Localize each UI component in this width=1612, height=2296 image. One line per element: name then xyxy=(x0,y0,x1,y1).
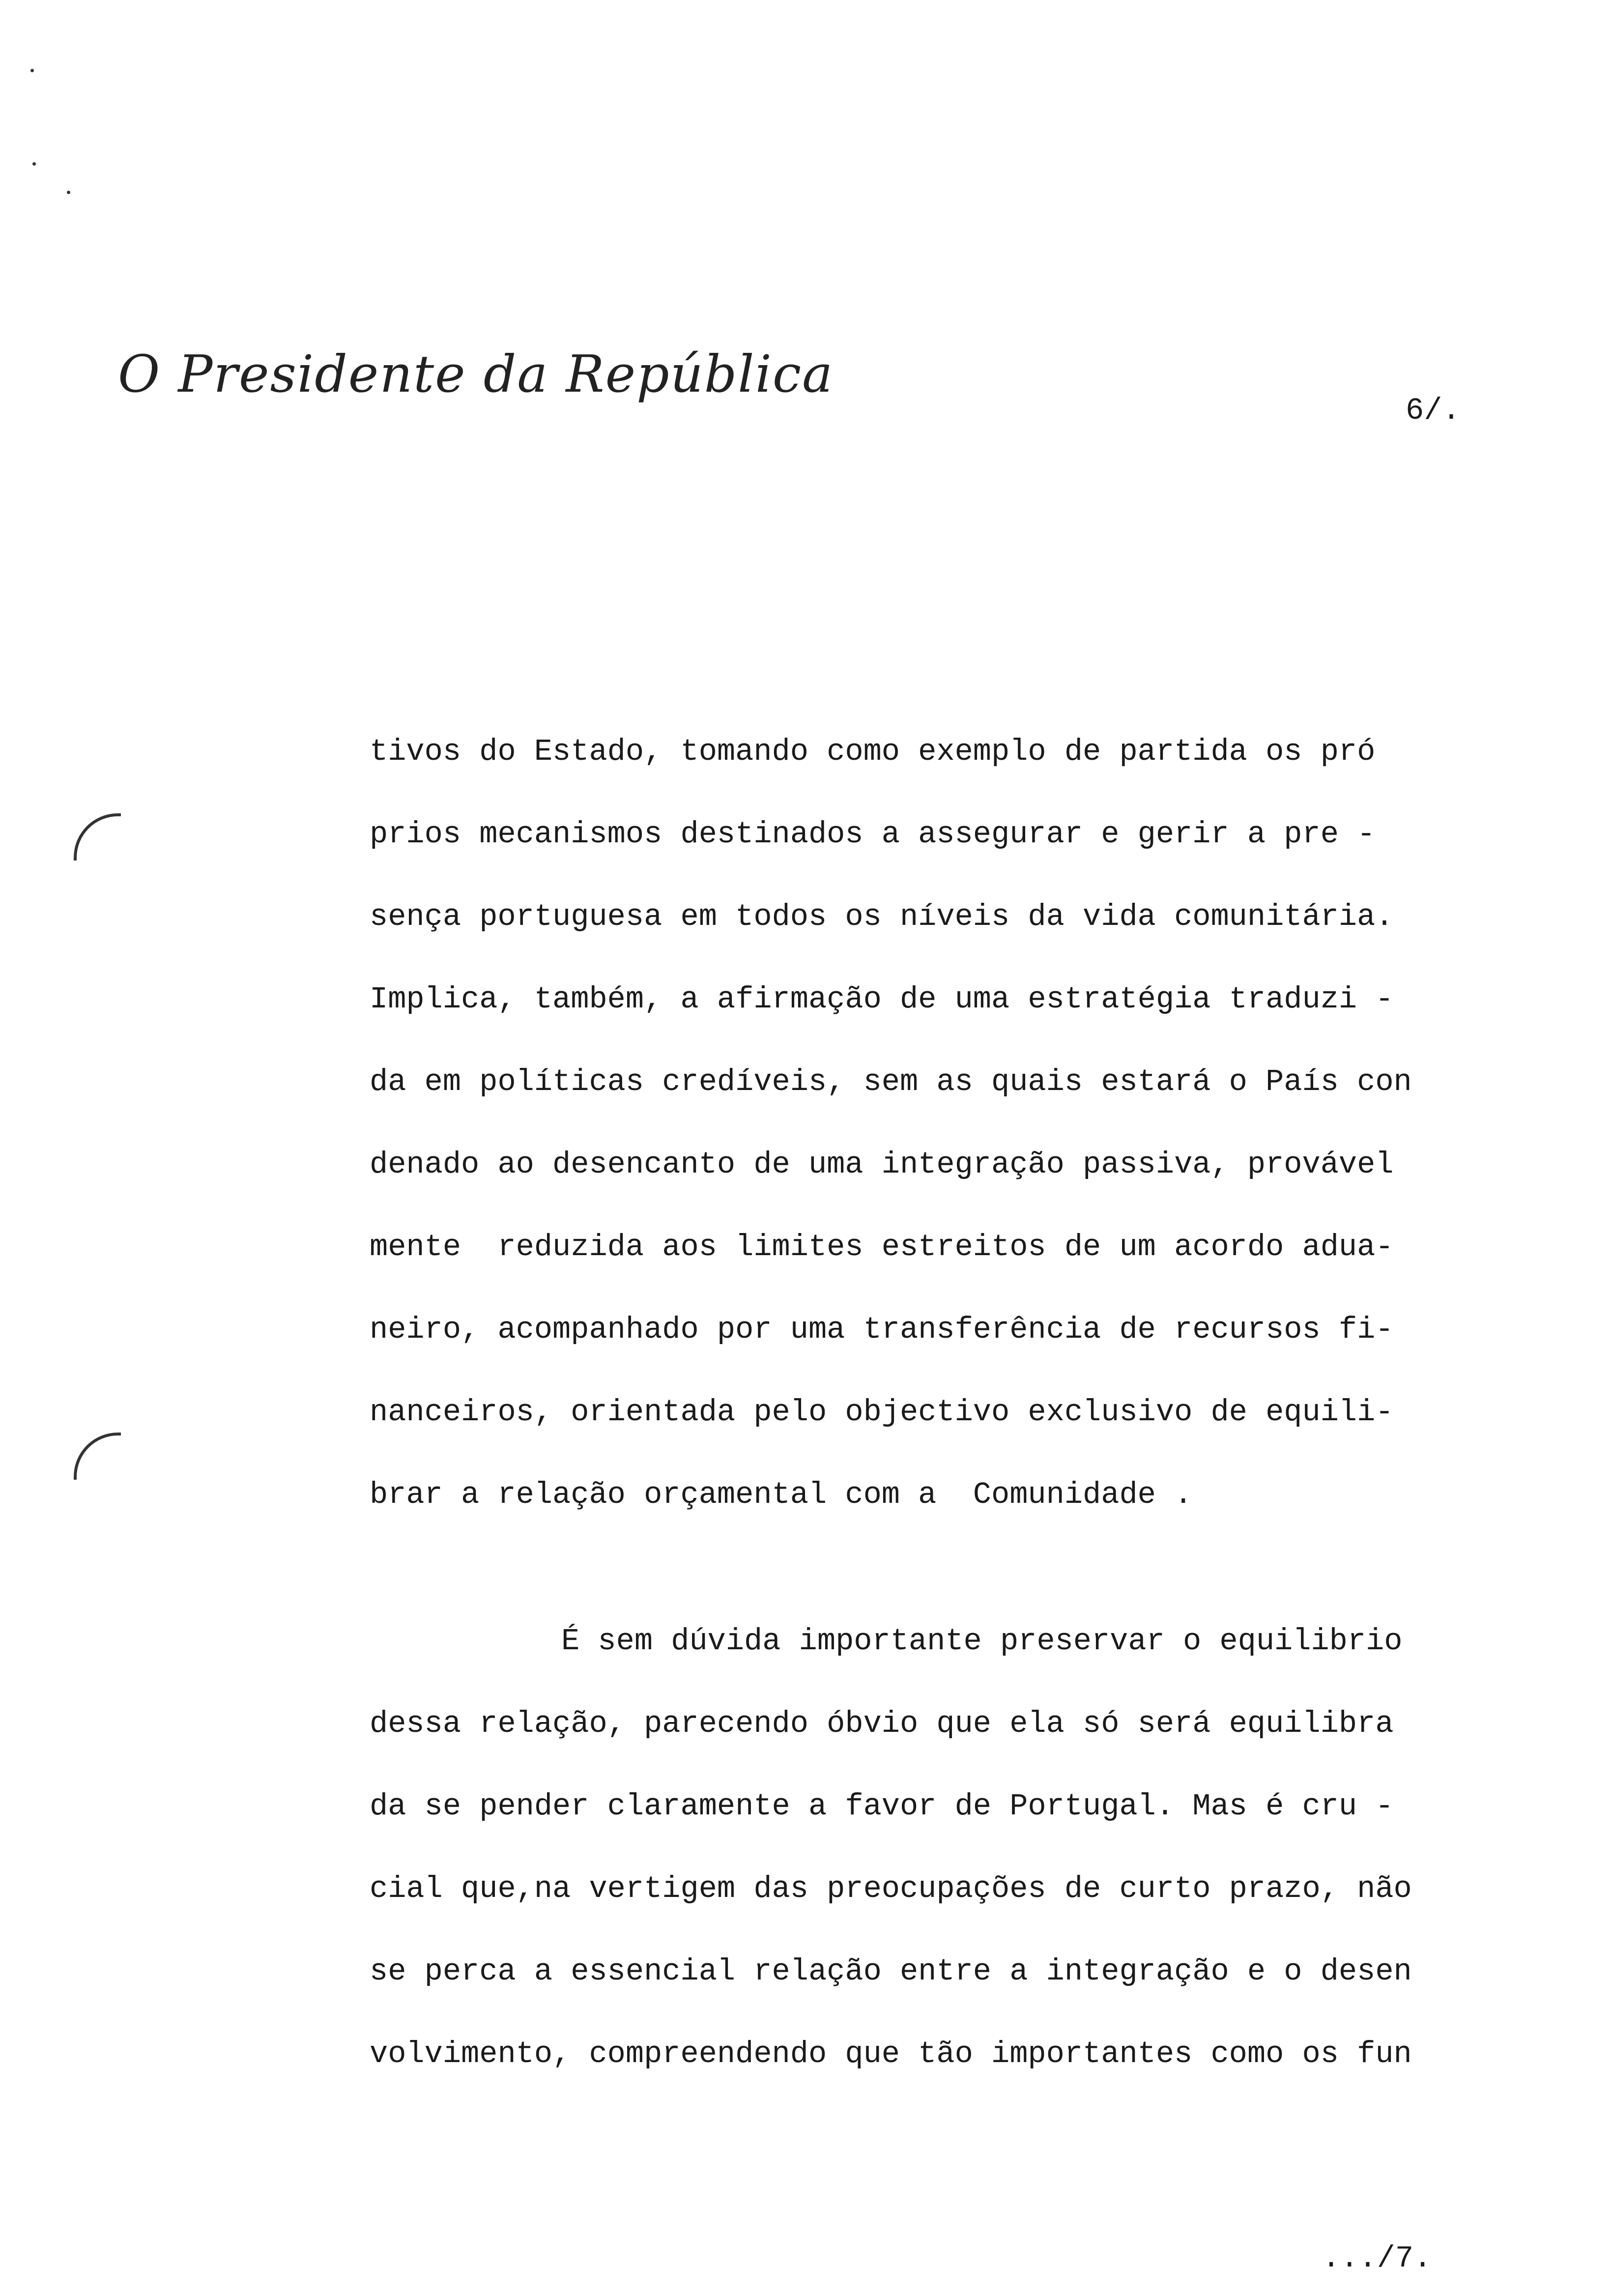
page-number: 6/. xyxy=(1406,393,1461,428)
text-line: mente reduzida aos limites estreitos de um acordo adua- xyxy=(370,1230,1394,1264)
text-line: Implica, também, a afirmação de uma estratégia traduzi - xyxy=(370,982,1394,1017)
text-line: denado ao desencanto de uma integração passiva, provável xyxy=(370,1147,1394,1182)
margin-mark xyxy=(74,1433,121,1480)
scan-speck xyxy=(67,191,70,194)
text-line: da em políticas credíveis, sem as quais estará o País con xyxy=(370,1064,1412,1099)
continuation-marker: .../7. xyxy=(1322,2241,1432,2276)
document-body xyxy=(370,732,1520,2117)
text-line: neiro, acompanhado por uma transferência de recursos fi- xyxy=(370,1312,1394,1347)
text-line: brar a relação orçamental com a Comunidade . xyxy=(370,1477,1193,1512)
text-line: da se pender claramente a favor de Portugal. Mas é cru - xyxy=(370,1789,1394,1824)
text-line: dessa relação, parecendo óbvio que ela só será equilibra xyxy=(370,1706,1394,1741)
text-line: prios mecanismos destinados a assegurar e gerir a pre - xyxy=(370,817,1376,852)
margin-mark xyxy=(74,813,121,861)
text-line: tivos do Estado, tomando como exemplo de partida os pró xyxy=(370,734,1376,769)
scan-speck xyxy=(32,162,36,166)
text-line: É sem dúvida importante preservar o equilibrio xyxy=(561,1624,1403,1659)
text-line: nanceiros, orientada pelo objectivo exclusivo de equili- xyxy=(370,1395,1394,1430)
scan-speck xyxy=(30,69,34,72)
text-line: cial que,na vertigem das preocupações de curto prazo, não xyxy=(370,1871,1412,1906)
text-line: volvimento, compreendendo que tão importantes como os fun xyxy=(370,2037,1412,2071)
letterhead: O Presidente da República xyxy=(118,344,834,404)
text-line: se perca a essencial relação entre a integração e o desen xyxy=(370,1954,1412,1989)
paragraph-gap xyxy=(370,1558,1520,1622)
text-line: sença portuguesa em todos os níveis da vida comunitária. xyxy=(370,899,1394,934)
